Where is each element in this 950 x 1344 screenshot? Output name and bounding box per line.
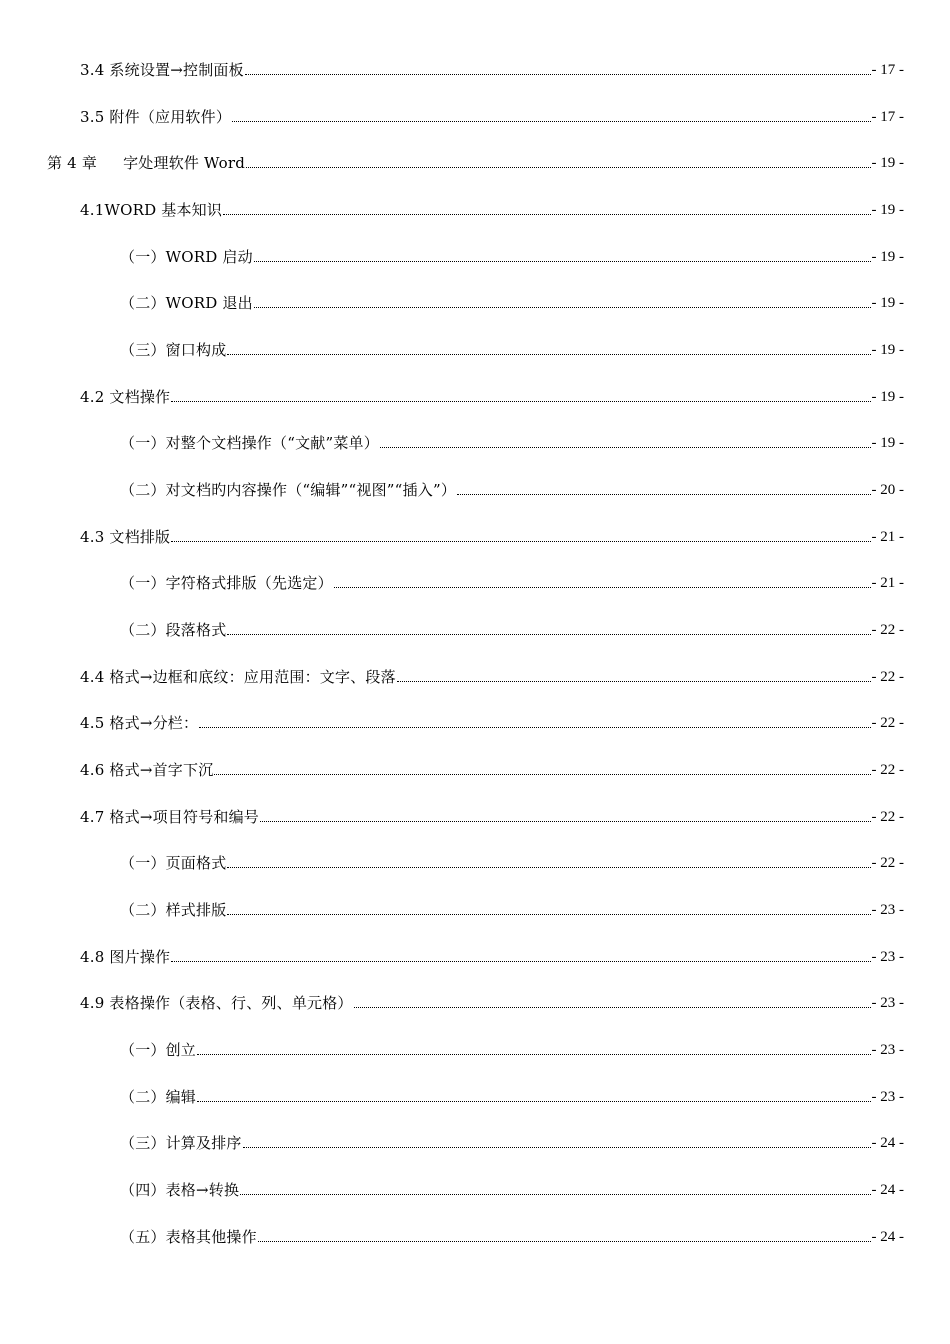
dot-leader: [254, 306, 871, 308]
toc-entry-label: 4.2 文档操作: [80, 388, 171, 406]
dot-leader: [227, 866, 870, 868]
dot-leader: [334, 586, 871, 588]
toc-entry[interactable]: [80, 665, 904, 687]
toc-entry[interactable]: [120, 431, 904, 453]
dot-leader: [457, 493, 870, 495]
toc-entry-label: （三）窗口构成: [120, 341, 227, 359]
toc-page-number: - 20 -: [871, 482, 904, 498]
toc-entry-label: （五）表格其他操作: [120, 1228, 257, 1246]
toc-entry-label: 4.5 格式→分栏：: [80, 714, 199, 732]
toc-entry-label: （一）创立: [120, 1041, 197, 1059]
toc-entry[interactable]: [80, 105, 904, 127]
toc-chapter-entry[interactable]: [47, 151, 904, 173]
dot-leader: [254, 260, 871, 262]
toc-page-number: - 22 -: [871, 669, 904, 685]
toc-page-number: - 21 -: [871, 575, 904, 591]
toc-entry[interactable]: [80, 525, 904, 547]
toc-page-number: - 23 -: [871, 1042, 904, 1058]
toc-entry[interactable]: [80, 991, 904, 1013]
dot-leader: [380, 446, 871, 448]
toc-entry[interactable]: [80, 198, 904, 220]
toc-entry-label: 4.8 图片操作: [80, 948, 171, 966]
dot-leader: [397, 680, 871, 682]
toc-entry[interactable]: [120, 571, 904, 593]
chapter-title: 字处理软件 Word: [123, 154, 246, 172]
toc-page-number: - 22 -: [871, 762, 904, 778]
dot-leader: [214, 773, 870, 775]
toc-entry-label: （四）表格→转换: [120, 1181, 240, 1199]
toc-page-number: - 23 -: [871, 1089, 904, 1105]
toc-entry[interactable]: [120, 1085, 904, 1107]
toc-page-number: - 24 -: [871, 1182, 904, 1198]
toc-entry-label: 4.7 格式→项目符号和编号: [80, 808, 259, 826]
toc-entry-label: （二）编辑: [120, 1088, 197, 1106]
toc-entry-label: （二）WORD 退出: [120, 294, 253, 312]
toc-entry[interactable]: [120, 245, 904, 267]
dot-leader: [258, 1240, 871, 1242]
toc-page-number: - 19 -: [871, 342, 904, 358]
toc-page-number: - 19 -: [871, 249, 904, 265]
toc-entry-label: （二）对文档旳内容操作（“编辑”“视图”“插入”）: [120, 481, 457, 499]
toc-entry-label: （一）字符格式排版（先选定）: [120, 574, 333, 592]
toc-page-number: - 22 -: [871, 715, 904, 731]
toc-entry[interactable]: [80, 758, 904, 780]
dot-leader: [197, 1053, 870, 1055]
dot-leader: [232, 120, 870, 122]
dot-leader: [227, 353, 870, 355]
toc-page-number: - 17 -: [871, 62, 904, 78]
dot-leader: [171, 540, 870, 542]
toc-entry[interactable]: [120, 338, 904, 360]
dot-leader: [223, 213, 870, 215]
toc-entry[interactable]: [120, 291, 904, 313]
toc-entry-label: （三）计算及排序: [120, 1134, 242, 1152]
toc-entry-label: 4.3 文档排版: [80, 528, 171, 546]
toc-page-number: - 19 -: [871, 155, 904, 171]
toc-page-number: - 19 -: [871, 202, 904, 218]
toc-entry[interactable]: [120, 1178, 904, 1200]
dot-leader: [260, 820, 871, 822]
toc-entry[interactable]: [80, 385, 904, 407]
toc-entry[interactable]: [120, 898, 904, 920]
toc-entry-label: （二）样式排版: [120, 901, 227, 919]
toc-entry[interactable]: [120, 1131, 904, 1153]
toc-page-number: - 24 -: [871, 1229, 904, 1245]
toc-page-number: - 17 -: [871, 109, 904, 125]
toc-entry-label: 4.4 格式→边框和底纹：应用范围：文字、段落: [80, 668, 396, 686]
toc-entry-label: 4.1WORD 基本知识: [80, 201, 223, 219]
dot-leader: [245, 73, 871, 75]
toc-entry-label: （一）页面格式: [120, 854, 227, 872]
toc-entry[interactable]: [80, 945, 904, 967]
toc-entry-label: （一）WORD 启动: [120, 248, 253, 266]
dot-leader: [243, 1146, 871, 1148]
toc-page-number: - 19 -: [871, 389, 904, 405]
toc-entry-label: （二）段落格式: [120, 621, 227, 639]
toc-entry-label: 3.4 系统设置→控制面板: [80, 61, 244, 79]
toc-entry[interactable]: [120, 851, 904, 873]
toc-entry[interactable]: [120, 1038, 904, 1060]
dot-leader: [199, 726, 870, 728]
dot-leader: [354, 1006, 871, 1008]
chapter-number: 第 4 章: [47, 154, 98, 172]
toc-entry[interactable]: [80, 805, 904, 827]
toc-entry[interactable]: [120, 1225, 904, 1247]
dot-leader: [197, 1100, 870, 1102]
toc-entry-label: 4.9 表格操作（表格、行、列、单元格）: [80, 994, 353, 1012]
toc-entry[interactable]: [80, 58, 904, 80]
dot-leader: [227, 633, 870, 635]
dot-leader: [171, 960, 870, 962]
toc-entry[interactable]: [120, 618, 904, 640]
dot-leader: [171, 400, 870, 402]
toc-entry-label: 3.5 附件（应用软件）: [80, 108, 232, 126]
toc-page-number: - 21 -: [871, 529, 904, 545]
toc-page-number: - 23 -: [871, 902, 904, 918]
dot-leader: [246, 166, 870, 168]
toc-page-number: - 24 -: [871, 1135, 904, 1151]
toc-page-number: - 19 -: [871, 435, 904, 451]
toc-entry[interactable]: [80, 711, 904, 733]
toc-entry-label: 4.6 格式→首字下沉: [80, 761, 214, 779]
toc-page-number: - 22 -: [871, 809, 904, 825]
dot-leader: [227, 913, 870, 915]
toc-page-number: - 23 -: [871, 995, 904, 1011]
toc-page-number: - 23 -: [871, 949, 904, 965]
toc-page-number: - 22 -: [871, 622, 904, 638]
toc-entry[interactable]: [120, 478, 904, 500]
toc-page-number: - 22 -: [871, 855, 904, 871]
toc-page-number: - 19 -: [871, 295, 904, 311]
dot-leader: [240, 1193, 870, 1195]
toc-entry-label: （一）对整个文档操作（“文献”菜单）: [120, 434, 379, 452]
